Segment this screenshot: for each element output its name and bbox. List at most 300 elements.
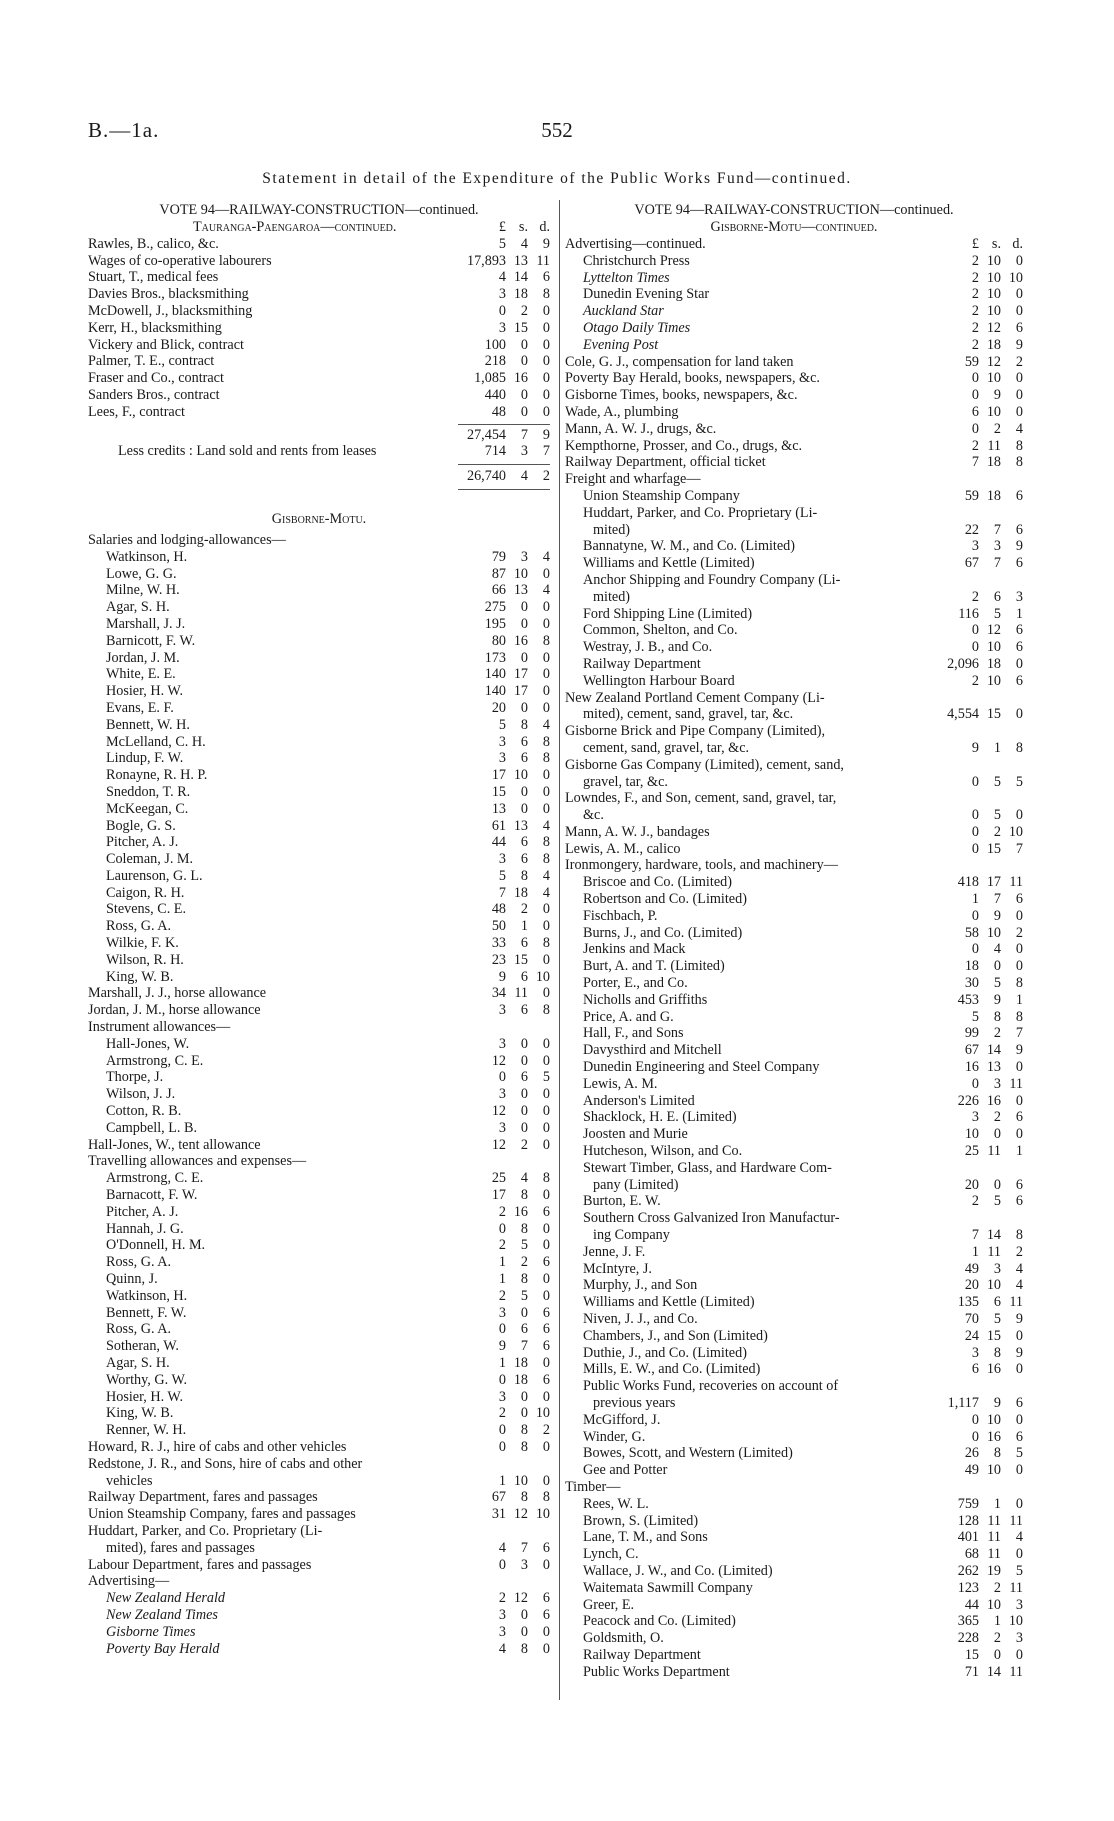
entry-label: Coleman, J. M. — [106, 851, 194, 868]
ledger-row — [565, 1529, 1023, 1546]
entry-label: Evans, E. F. — [106, 699, 174, 716]
ledger-row — [565, 606, 1023, 623]
amount: 9 7 6 — [498, 1338, 550, 1355]
ledger-row — [565, 1294, 1023, 1311]
ledger-row — [88, 1069, 550, 1086]
amount: 5 8 4 — [498, 867, 550, 884]
ledger-row — [565, 1613, 1023, 1630]
ledger-row — [88, 269, 550, 286]
entry-label: McLelland, C. H. — [106, 733, 206, 750]
ledger-row — [88, 1237, 550, 1254]
entry-label: Armstrong, C. E. — [106, 1052, 204, 1069]
entry-label: Lindup, F. W. — [106, 750, 184, 767]
ledger-row — [565, 1445, 1023, 1462]
amount: 3 0 6 — [498, 1304, 550, 1321]
amount: 7 18 8 — [971, 454, 1023, 471]
ledger-row — [88, 633, 550, 650]
ledger-list — [565, 236, 1023, 1681]
amount: 67 7 6 — [964, 555, 1023, 572]
amount: 0 5 5 — [971, 773, 1023, 790]
amount: 25 4 8 — [491, 1170, 550, 1187]
amount: 3 6 8 — [498, 750, 550, 767]
ledger-row — [88, 1489, 550, 1506]
ledger-row — [565, 1328, 1023, 1345]
entry-label: Hosier, H. W. — [106, 683, 184, 700]
entry-label: Hall, F., and Sons — [583, 1025, 684, 1042]
amount: 18 0 0 — [964, 958, 1023, 975]
entry-label: King, W. B. — [106, 1405, 174, 1422]
amount: 226 16 0 — [957, 1092, 1023, 1109]
amount: 0 6 5 — [498, 1069, 550, 1086]
ledger-row — [565, 1227, 1023, 1244]
amount: 3 8 9 — [971, 1344, 1023, 1361]
ledger-row — [88, 387, 550, 404]
amount: 2,096 18 0 — [947, 655, 1023, 672]
entry-label: Worthy, G. W. — [106, 1371, 188, 1388]
ledger-row — [565, 841, 1023, 858]
amount: 50 1 0 — [491, 918, 550, 935]
entry-label: McGifford, J. — [583, 1411, 661, 1428]
ledger-row — [88, 1321, 550, 1338]
entry-label: Bogle, G. S. — [106, 817, 176, 834]
total-row: 26,740 4 2 — [466, 468, 550, 485]
entry-label: White, E. E. — [106, 666, 176, 683]
entry-label: Ford Shipping Line (Limited) — [583, 605, 753, 622]
ledger-row — [88, 1204, 550, 1221]
entry-label: mited), fares and passages — [106, 1539, 255, 1556]
ledger-row — [565, 1496, 1023, 1513]
entry-label: Timber— — [565, 1478, 621, 1495]
amount: 2 5 6 — [971, 1193, 1023, 1210]
entry-label: Public Works Department — [583, 1663, 730, 1680]
entry-label: Anchor Shipping and Foundry Company (Li- — [583, 571, 841, 588]
amount: 262 19 5 — [957, 1562, 1023, 1579]
amount: 0 6 6 — [498, 1321, 550, 1338]
entry-label: Briscoe and Co. (Limited) — [583, 874, 732, 891]
entry-label: mited) — [593, 588, 631, 605]
entry-label: Westray, J. B., and Co. — [583, 639, 713, 656]
entry-label: Stuart, T., medical fees — [88, 269, 219, 286]
amount: 61 13 4 — [491, 817, 550, 834]
amount: 4 14 6 — [498, 269, 550, 286]
amount: 3 18 8 — [498, 286, 550, 303]
entry-label: Robertson and Co. (Limited) — [583, 891, 747, 908]
amount: 67 14 9 — [964, 1042, 1023, 1059]
entry-label: Fischbach, P. — [583, 907, 658, 924]
ledger-row — [565, 723, 1023, 740]
entry-label: McDowell, J., blacksmithing — [88, 302, 253, 319]
amount: 3 0 0 — [498, 1035, 550, 1052]
ledger-row — [88, 303, 550, 320]
entry-label: pany (Limited) — [593, 1176, 679, 1193]
amount: 195 0 0 — [484, 615, 550, 632]
amount: 0 8 0 — [498, 1220, 550, 1237]
ledger-row — [88, 717, 550, 734]
amount: 3 0 6 — [498, 1606, 550, 1623]
amount: 3 6 8 — [498, 733, 550, 750]
amount: 0 3 11 — [971, 1075, 1023, 1092]
amount: 49 10 0 — [964, 1462, 1023, 1479]
ledger-list — [88, 532, 550, 1657]
amount: 1 2 6 — [498, 1254, 550, 1271]
amount: 58 10 2 — [964, 924, 1023, 941]
entry-label: cement, sand, gravel, tar, &c. — [583, 739, 750, 756]
entry-label: Laurenson, G. L. — [106, 867, 203, 884]
amount: 0 9 0 — [971, 907, 1023, 924]
ledger-row — [88, 1053, 550, 1070]
amount: 7 18 4 — [498, 884, 550, 901]
amount: 20 0 0 — [491, 699, 550, 716]
ledger-row — [565, 1244, 1023, 1261]
ledger-row — [565, 824, 1023, 841]
amount: 44 10 3 — [964, 1596, 1023, 1613]
entry-label: Hosier, H. W. — [106, 1388, 184, 1405]
amount: 140 17 0 — [484, 666, 550, 683]
entry-label: McIntyre, J. — [583, 1260, 652, 1277]
ledger-row — [565, 1479, 1023, 1496]
rule-line — [458, 464, 550, 465]
amount: 2 10 0 — [971, 303, 1023, 320]
amount: 3 0 0 — [498, 1119, 550, 1136]
entry-label: Niven, J. J., and Co. — [583, 1311, 698, 1327]
ledger-row — [565, 1177, 1023, 1194]
entry-label: Cole, G. J., compensation for land taken — [565, 353, 794, 370]
entry-label: Gee and Potter — [583, 1462, 668, 1479]
ledger-row — [565, 1412, 1023, 1429]
entry-label: Poverty Bay Herald, books, newspapers, &c. — [565, 370, 820, 387]
amount: 0 3 0 — [498, 1556, 550, 1573]
amount: 135 6 11 — [957, 1294, 1023, 1311]
entry-label: Railway Department — [583, 1646, 701, 1663]
page-number: 552 — [541, 118, 573, 142]
amount: 67 8 8 — [491, 1489, 550, 1506]
ledger-row — [88, 885, 550, 902]
ledger-row — [565, 1580, 1023, 1597]
amount: 0 8 2 — [498, 1422, 550, 1439]
entry-label: McKeegan, C. — [106, 800, 189, 817]
entry-label: previous years — [593, 1394, 676, 1411]
ledger-row — [88, 1187, 550, 1204]
amount: 5 4 9 — [498, 235, 550, 252]
ledger-row — [565, 706, 1023, 723]
ledger-row — [565, 370, 1023, 387]
ledger-row — [565, 1664, 1023, 1681]
amount: 0 10 6 — [971, 639, 1023, 656]
ledger-row — [565, 286, 1023, 303]
amount: 116 5 1 — [958, 605, 1023, 622]
amount: 3 2 6 — [971, 1109, 1023, 1126]
amount: 20 10 4 — [964, 1277, 1023, 1294]
amount: 1 7 6 — [971, 891, 1023, 908]
section-heading: Gisborne-Motu—continued. — [710, 219, 878, 235]
ledger-row — [565, 438, 1023, 455]
ledger-row — [565, 555, 1023, 572]
ledger-row — [88, 834, 550, 851]
amount: 87 10 0 — [491, 565, 550, 582]
amount: 3 3 9 — [971, 538, 1023, 555]
amount: 0 18 6 — [498, 1371, 550, 1388]
amount: 59 18 6 — [964, 487, 1023, 504]
ledger-row — [88, 750, 550, 767]
ledger-row — [88, 1338, 550, 1355]
ledger-row — [88, 1573, 550, 1590]
entry-label: Poverty Bay Herald — [106, 1640, 220, 1657]
entry-label: Caigon, R. H. — [106, 884, 185, 901]
vote-heading: VOTE 94—RAILWAY-CONSTRUCTION—continued. — [159, 202, 479, 218]
ledger-row — [88, 236, 550, 253]
entry-label: mited), cement, sand, gravel, tar, &c. — [583, 706, 794, 723]
ledger-row — [565, 908, 1023, 925]
entry-label: Stewart Timber, Glass, and Hardware Com- — [583, 1159, 832, 1176]
amount: 5 8 8 — [971, 1008, 1023, 1025]
ledger-row — [88, 1405, 550, 1422]
entry-label: Jenkins and Mack — [583, 941, 686, 958]
ledger-row — [565, 1160, 1023, 1177]
ledger-row — [88, 666, 550, 683]
entry-label: Wilson, J. J. — [106, 1086, 176, 1103]
ledger-row — [565, 572, 1023, 589]
entry-label: Otago Daily Times — [583, 319, 691, 336]
ledger-row — [565, 1261, 1023, 1278]
ledger-row — [565, 505, 1023, 522]
entry-label: Lowe, G. G. — [106, 565, 177, 582]
ledger-row — [88, 683, 550, 700]
ledger-row — [88, 566, 550, 583]
ledger-row — [565, 387, 1023, 404]
ledger-row — [565, 236, 1023, 253]
entry-label: New Zealand Herald — [106, 1590, 226, 1607]
ledger-row — [565, 1361, 1023, 1378]
ledger-row — [565, 522, 1023, 539]
ledger-row — [565, 941, 1023, 958]
ledger-row — [88, 320, 550, 337]
entry-label: Hannah, J. G. — [106, 1220, 184, 1237]
amount: 0 5 0 — [971, 807, 1023, 824]
column-divider — [559, 200, 560, 1700]
entry-label: Travelling allowances and expenses— — [88, 1153, 307, 1170]
entry-label: Wilson, R. H. — [106, 951, 184, 968]
ledger-row — [88, 370, 550, 387]
amount: 0 16 6 — [971, 1428, 1023, 1445]
entry-label: Railway Department, official ticket — [565, 454, 766, 471]
amount: 123 2 11 — [957, 1579, 1023, 1596]
amount: 2 12 6 — [971, 319, 1023, 336]
amount: 48 0 0 — [491, 403, 550, 420]
entry-label: Lowndes, F., and Son, cement, sand, gravel, tar, — [565, 790, 837, 807]
entry-label: Thorpe, J. — [106, 1069, 164, 1086]
amount: 0 4 0 — [971, 941, 1023, 958]
credits-label: Less credits : Land sold and rents from leases — [118, 443, 377, 460]
ledger-row — [565, 253, 1023, 270]
ledger-row — [565, 421, 1023, 438]
ledger-row — [88, 1305, 550, 1322]
entry-label: Lewis, A. M., calico — [565, 840, 681, 857]
ledger-row — [88, 1103, 550, 1120]
amount: 10 0 0 — [964, 1126, 1023, 1143]
amount: 70 5 9 — [964, 1311, 1023, 1327]
entry-label: Wellington Harbour Board — [583, 672, 735, 689]
entry-label: Watkinson, H. — [106, 548, 188, 565]
ledger-row — [565, 807, 1023, 824]
entry-label: Porter, E., and Co. — [583, 975, 688, 992]
entry-label: Union Steamship Company — [583, 487, 740, 504]
amount: 0 8 0 — [498, 1438, 550, 1455]
amount: 6 16 0 — [971, 1361, 1023, 1378]
ledger-row — [565, 958, 1023, 975]
amount: 128 11 11 — [957, 1512, 1023, 1529]
ledger-row — [88, 952, 550, 969]
amount: 3 0 0 — [498, 1086, 550, 1103]
entry-label: Nicholls and Griffiths — [583, 991, 708, 1008]
entry-label: Auckland Star — [583, 303, 664, 320]
entry-label: Chambers, J., and Son (Limited) — [583, 1327, 768, 1344]
ledger-row — [88, 253, 550, 270]
ledger-row — [565, 673, 1023, 690]
entry-label: Murphy, J., and Son — [583, 1277, 698, 1294]
ledger-row — [565, 1395, 1023, 1412]
ledger-row — [88, 286, 550, 303]
ledger-row — [565, 471, 1023, 488]
entry-label: ing Company — [593, 1227, 670, 1244]
entry-label: Ross, G. A. — [106, 1321, 172, 1338]
amount: 440 0 0 — [484, 386, 550, 403]
amount: 80 16 8 — [491, 632, 550, 649]
entry-label: Burton, E. W. — [583, 1193, 661, 1210]
entry-label: Gisborne Gas Company (Limited), cement, sand, — [565, 756, 844, 773]
ledger-row — [88, 532, 550, 549]
entry-label: Dunedin Evening Star — [583, 286, 710, 303]
entry-label: Hall-Jones, W. — [106, 1035, 190, 1052]
ledger-row — [565, 1546, 1023, 1563]
entry-label: Ross, G. A. — [106, 918, 172, 935]
ledger-row — [88, 734, 550, 751]
entry-label: Wade, A., plumbing — [565, 403, 679, 420]
ledger-row — [565, 874, 1023, 891]
amount: 15 0 0 — [491, 783, 550, 800]
entry-label: mited) — [593, 521, 631, 538]
ledger-row — [565, 589, 1023, 606]
rule-line — [458, 424, 550, 425]
amount: 2 5 0 — [498, 1287, 550, 1304]
ledger-row — [88, 851, 550, 868]
ledger-row — [565, 1009, 1023, 1026]
amount: 1,117 9 6 — [947, 1394, 1023, 1411]
amount: 2 0 10 — [498, 1405, 550, 1422]
ledger-row — [88, 1002, 550, 1019]
page-title: Statement in detail of the Expenditure of the Public Works Fund—continued. — [262, 170, 852, 187]
amount: 173 0 0 — [484, 649, 550, 666]
ledger-row — [88, 1506, 550, 1523]
amount: 66 13 4 — [491, 582, 550, 599]
amount: 418 17 11 — [957, 874, 1023, 891]
currency-header: £ s. d. — [971, 236, 1023, 252]
amount: 48 2 0 — [491, 901, 550, 918]
entry-label: Davies Bros., blacksmithing — [88, 286, 249, 303]
ledger-row — [565, 1193, 1023, 1210]
ledger-row — [565, 656, 1023, 673]
amount: 2 10 0 — [971, 252, 1023, 269]
ledger-row — [88, 1153, 550, 1170]
ledger-row — [88, 1641, 550, 1658]
ledger-row — [565, 1042, 1023, 1059]
amount: 17 10 0 — [491, 767, 550, 784]
ledger-row — [88, 549, 550, 566]
ledger-row — [565, 992, 1023, 1009]
entry-label: Lyttelton Times — [583, 269, 670, 286]
ledger-row — [565, 1630, 1023, 1647]
entry-label: Railway Department — [583, 655, 701, 672]
entry-label: Burt, A. and T. (Limited) — [583, 958, 725, 975]
amount: 365 1 10 — [957, 1613, 1023, 1630]
ledger-row — [88, 1473, 550, 1490]
ledger-row — [565, 1563, 1023, 1580]
ledger-row — [88, 868, 550, 885]
entry-label: Palmer, T. E., contract — [88, 353, 215, 370]
amount: 17 8 0 — [491, 1187, 550, 1204]
ledger-row — [565, 488, 1023, 505]
ledger-row — [88, 404, 550, 421]
entry-label: Huddart, Parker, and Co. Proprietary (Li- — [583, 504, 818, 521]
ledger-row — [565, 1345, 1023, 1362]
entry-label: gravel, tar, &c. — [583, 773, 668, 790]
entry-label: Watkinson, H. — [106, 1287, 188, 1304]
ledger-row — [565, 1126, 1023, 1143]
ledger-row — [565, 790, 1023, 807]
entry-label: Milne, W. H. — [106, 582, 180, 599]
amount: 4 7 6 — [498, 1539, 550, 1556]
entry-label: Sotheran, W. — [106, 1338, 179, 1355]
amount: 401 11 4 — [957, 1529, 1023, 1546]
amount: 17,893 13 11 — [466, 252, 550, 269]
ledger-row — [88, 1019, 550, 1036]
entry-label: Campbell, L. B. — [106, 1119, 198, 1136]
entry-label: Christchurch Press — [583, 252, 690, 269]
entry-label: Mills, E. W., and Co. (Limited) — [583, 1361, 761, 1378]
ledger-row — [88, 1590, 550, 1607]
amount: 9 6 10 — [498, 968, 550, 985]
ledger-row — [88, 1271, 550, 1288]
left-column — [88, 201, 550, 1657]
amount: 25 11 1 — [964, 1143, 1023, 1160]
ledger-row — [565, 639, 1023, 656]
entry-label: Agar, S. H. — [106, 1355, 170, 1371]
entry-label: Cotton, R. B. — [106, 1103, 182, 1120]
entry-label: Howard, R. J., hire of cabs and other vehicles — [88, 1438, 347, 1455]
amount: 79 3 4 — [491, 548, 550, 565]
amount: 759 1 0 — [957, 1495, 1023, 1512]
ledger-row — [88, 1607, 550, 1624]
entry-label: New Zealand Times — [106, 1606, 218, 1623]
ledger-row — [565, 975, 1023, 992]
amount: 12 0 0 — [491, 1103, 550, 1120]
entry-label: Rawles, B., calico, &c. — [88, 235, 219, 252]
entry-label: Anderson's Limited — [583, 1092, 695, 1109]
amount: 2 10 6 — [971, 672, 1023, 689]
entry-label: Salaries and lodging-allowances— — [88, 531, 286, 548]
amount: 3 6 8 — [498, 1002, 550, 1019]
ledger-row — [565, 454, 1023, 471]
amount: 6 10 0 — [971, 403, 1023, 420]
ledger-row — [565, 1429, 1023, 1446]
ledger-row — [565, 757, 1023, 774]
entry-label: Williams and Kettle (Limited) — [583, 1294, 755, 1311]
amount: 23 15 0 — [491, 951, 550, 968]
ledger-row — [88, 1137, 550, 1154]
ledger-row — [88, 599, 550, 616]
amount: 4 8 0 — [498, 1640, 550, 1657]
entry-label: Gisborne Times — [106, 1623, 196, 1640]
ledger-row — [88, 935, 550, 952]
